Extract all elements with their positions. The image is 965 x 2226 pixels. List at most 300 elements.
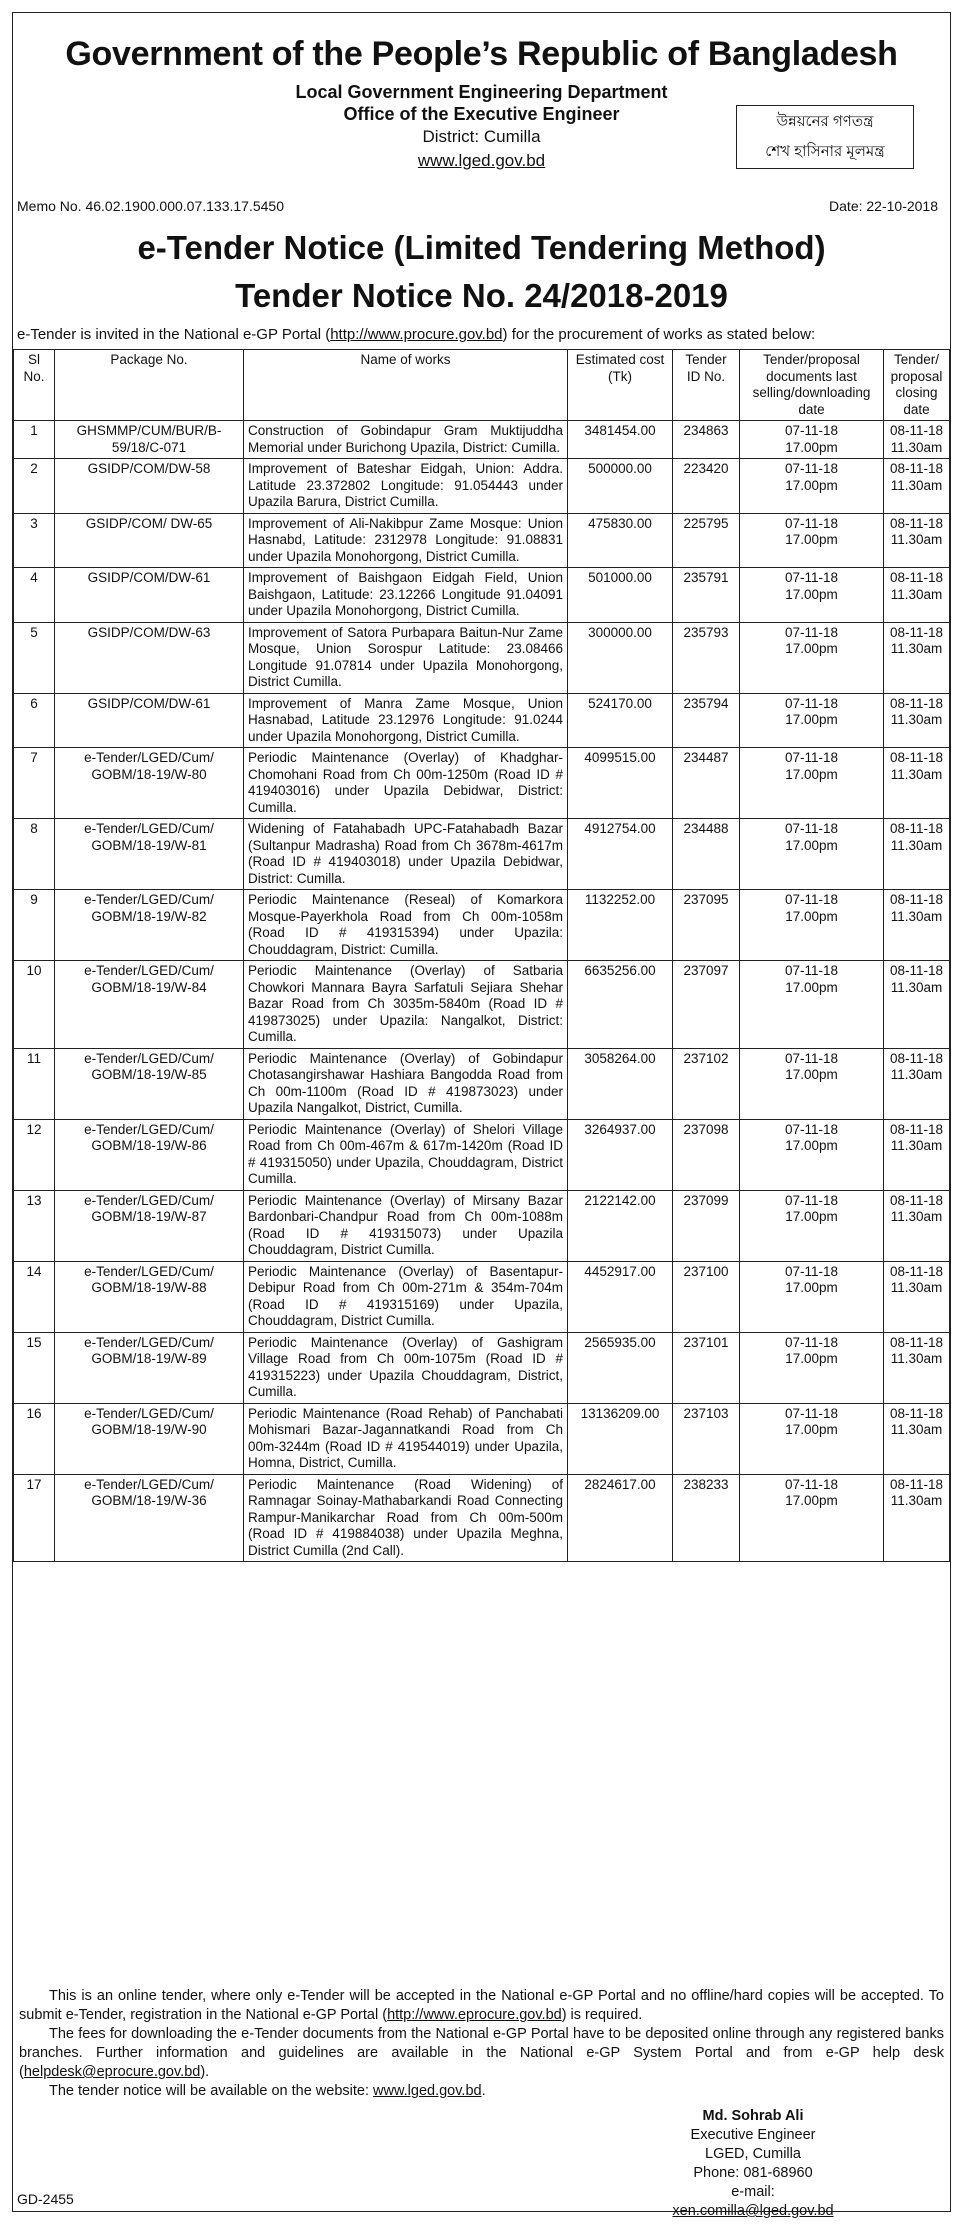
cell-cost (568, 622, 673, 693)
table-row (14, 1474, 950, 1562)
cell-last-date-text: 07-11-18 (784, 624, 839, 640)
cell-last-date (740, 1474, 884, 1562)
cell-package (55, 819, 244, 890)
cell-last-date-text: 17.00pm (785, 1280, 838, 1295)
cell-closing-date-text: 11.30am (890, 1280, 943, 1295)
cell-closing-date-text: 08-11-18 (889, 892, 944, 907)
cell-tender-id (673, 1048, 740, 1119)
cell-works (244, 513, 568, 568)
footer-p1-text: This is an online tender, where only e-Tender will be accepted in the National e-GP Portal and no offline/hard copies will be accepted. To submit e-Tender, registration in the National e-GP Portal ( (19, 1988, 944, 2023)
cell-last-date (740, 1119, 884, 1190)
cell-tender-id-text: 223420 (683, 461, 729, 476)
cell-sl-text: 6 (30, 695, 38, 711)
table-row (14, 622, 950, 693)
cell-closing-date (884, 1261, 950, 1332)
cell-works-text: Improvement of Bateshar Eidgah, Union: Addra. Latitude 23.372802 Longitude: 91.054443 under Upazila Barura, District Cumilla. (248, 461, 563, 509)
cell-works-text: Periodic Maintenance (Overlay) of Mirsany Bazar Bardonbari-Chandpur Road from Ch 00m-1088m (Road ID # 419315073) under Upazila Chouddagram, District Cumilla. (248, 1192, 563, 1257)
cell-package (55, 568, 244, 623)
slogan-line-1: উন্নয়নের গণতন্ত্র (776, 113, 874, 130)
cell-package (55, 459, 244, 514)
cell-closing-date-text: 11.30am (890, 1067, 943, 1082)
cell-last-date-text: 17.00pm (785, 439, 838, 455)
cell-closing-date-text: 08-11-18 (889, 1405, 944, 1421)
cell-tender-id-text: 225795 (683, 515, 729, 531)
cell-works (244, 1474, 568, 1562)
notice-title: e-Tender Notice (Limited Tendering Method) (137, 229, 826, 266)
cell-package-text: e-Tender/LGED/Cum/ GOBM/18-19/W-84 (84, 963, 214, 995)
footer-p2-end: ). (200, 2064, 210, 2080)
cell-last-date-text: 17.00pm (785, 1493, 838, 1508)
invitation-text (17, 326, 815, 343)
cell-cost-text: 300000.00 (588, 624, 652, 640)
cell-closing-date (884, 568, 950, 623)
cell-package (55, 961, 244, 1049)
cell-works (244, 1332, 568, 1403)
cell-sl-text: 9 (30, 892, 38, 907)
cell-sl-text: 7 (30, 750, 38, 765)
cell-works-text: Widening of Fatahabadh UPC-Fatahabadh Bazar (Sultanpur Madrasha) Road from Ch 3678m-4617m (Road ID # 419403018) under Upazila Debidwar, District: Cumilla. (248, 821, 563, 886)
memo-date: Date: 22-10-2018 (829, 198, 938, 214)
cell-closing-date-text: 08-11-18 (889, 1263, 944, 1279)
cell-package-text: e-Tender/LGED/Cum/ GOBM/18-19/W-90 (84, 1405, 214, 1437)
cell-last-date-text: 17.00pm (785, 1138, 838, 1153)
header-cost: Estimated cost (Tk) (568, 350, 673, 421)
cell-closing-date-text: 08-11-18 (889, 750, 944, 765)
footer-p3-text: The tender notice will be available on the website: (49, 2083, 374, 2099)
cell-cost-text: 2122142.00 (584, 1192, 656, 1208)
cell-tender-id-text: 237100 (683, 1263, 729, 1279)
cell-last-date (740, 961, 884, 1049)
cell-package (55, 1048, 244, 1119)
cell-closing-date-text: 11.30am (890, 586, 943, 602)
cell-cost (568, 961, 673, 1049)
cell-closing-date (884, 1048, 950, 1119)
cell-package (55, 1119, 244, 1190)
cell-package-text: e-Tender/LGED/Cum/ GOBM/18-19/W-81 (84, 821, 214, 853)
cell-sl (14, 622, 55, 693)
cell-last-date (740, 1261, 884, 1332)
cell-package (55, 513, 244, 568)
cell-closing-date (884, 513, 950, 568)
cell-tender-id-text: 237101 (683, 1334, 729, 1350)
table-row (14, 1190, 950, 1261)
cell-cost-text: 3481454.00 (584, 423, 656, 438)
cell-works-text: Periodic Maintenance (Overlay) of Khadghar-Chomohani Road from Ch 00m-1250m (Road ID # 419403016) under Upazila Debidwar, District: Cumilla. (248, 750, 563, 815)
cell-cost-text: 4452917.00 (584, 1263, 656, 1279)
cell-last-date (740, 819, 884, 890)
cell-last-date-text: 17.00pm (785, 1067, 838, 1082)
table-row (14, 1119, 950, 1190)
cell-closing-date-text: 11.30am (890, 532, 943, 547)
cell-works (244, 1048, 568, 1119)
header-website-link[interactable]: www.lged.gov.bd (417, 151, 546, 170)
header-closing-date: Tender/ proposal closing date (884, 350, 950, 421)
cell-last-date-text: 07-11-18 (784, 570, 839, 585)
cell-tender-id (673, 622, 740, 693)
cell-package (55, 890, 244, 961)
cell-sl (14, 1474, 55, 1562)
cell-cost-text: 524170.00 (588, 695, 652, 711)
cell-cost (568, 1190, 673, 1261)
cell-package (55, 1403, 244, 1474)
cell-package (55, 1332, 244, 1403)
department-name: Local Government Engineering Department (295, 82, 668, 102)
cell-works-text: Improvement of Ali-Nakibpur Zame Mosque: Union Hasnabd, Latitude: 2312978 Longitude: 91.08831 under Upazila Monohorgong, District Cumilla. (248, 515, 563, 564)
cell-package-text: e-Tender/LGED/Cum/ GOBM/18-19/W-86 (84, 1121, 214, 1153)
footer-paragraph-3 (13, 2082, 950, 2101)
cell-closing-date-text: 11.30am (890, 1351, 943, 1366)
cell-last-date-text: 17.00pm (785, 586, 838, 602)
cell-sl-text: 12 (26, 1121, 42, 1137)
table-row (14, 961, 950, 1049)
cell-last-date-text: 17.00pm (785, 1209, 838, 1224)
cell-last-date-text: 17.00pm (785, 532, 838, 547)
cell-last-date-text: 17.00pm (785, 477, 838, 493)
cell-closing-date-text: 11.30am (890, 837, 943, 853)
cell-works (244, 1261, 568, 1332)
cell-tender-id (673, 1332, 740, 1403)
cell-sl (14, 421, 55, 459)
cell-last-date-text: 17.00pm (785, 712, 838, 727)
cell-closing-date (884, 748, 950, 819)
cell-tender-id-text: 237095 (683, 892, 729, 907)
table-header-row (14, 350, 950, 421)
cell-package-text: e-Tender/LGED/Cum/ GOBM/18-19/W-87 (84, 1192, 214, 1224)
cell-closing-date-text: 08-11-18 (889, 624, 944, 640)
cell-works-text: Periodic Maintenance (Overlay) of Shelori Village Road from Ch 00m-467m & 617m-1420m (Road ID # 419315050) under Upazila, Chouddagram, District Cumilla. (248, 1121, 563, 1186)
invitation-post: ) for the procurement of works as stated below: (502, 326, 816, 343)
cell-tender-id (673, 748, 740, 819)
office-name: Office of the Executive Engineer (343, 104, 620, 124)
cell-package-text: GSIDP/COM/DW-58 (87, 461, 211, 476)
invitation-pre: e-Tender is invited in the National e-GP Portal ( (17, 326, 331, 343)
cell-last-date-text: 07-11-18 (784, 821, 839, 836)
cell-cost-text: 475830.00 (588, 515, 652, 531)
cell-closing-date-text: 11.30am (890, 1209, 943, 1224)
table-row (14, 693, 950, 748)
cell-tender-id (673, 459, 740, 514)
cell-last-date-text: 07-11-18 (784, 1192, 839, 1208)
notice-number: Tender Notice No. 24/2018-2019 (235, 277, 728, 314)
signatory-name: Md. Sohrab Ali (702, 2108, 804, 2124)
signatory-office: LGED, Cumilla (705, 2146, 801, 2162)
cell-works-text: Periodic Maintenance (Overlay) of Gashigram Village Road from Ch 00m-1075m (Road ID # 419315223) under Upazila Chouddagram, District, Cumilla. (248, 1334, 563, 1399)
cell-sl-text: 15 (26, 1334, 42, 1350)
table-row (14, 421, 950, 459)
footer-paragraph-2 (13, 2025, 950, 2082)
cell-tender-id-text: 237098 (683, 1121, 729, 1137)
cell-last-date (740, 622, 884, 693)
cell-tender-id (673, 1119, 740, 1190)
cell-works (244, 568, 568, 623)
cell-closing-date (884, 421, 950, 459)
cell-cost (568, 890, 673, 961)
cell-tender-id-text: 234487 (683, 750, 729, 765)
cell-cost (568, 568, 673, 623)
cell-cost-text: 501000.00 (588, 570, 652, 585)
cell-closing-date-text: 08-11-18 (889, 821, 944, 836)
cell-last-date-text: 07-11-18 (784, 1050, 839, 1066)
cell-works-text: Periodic Maintenance (Road Widening) of Ramnagar Soinay-Mathabarkandi Road Connecting Rampur-Manikarchar Road from Ch 00m-500m (Road ID # 419884038) under Upazila Meghna, District Cumilla (2nd Call). (248, 1476, 563, 1558)
cell-sl (14, 1048, 55, 1119)
footer-notes (13, 1987, 950, 2101)
footer-p3-end: . (481, 2083, 486, 2099)
cell-last-date-text: 07-11-18 (784, 1476, 839, 1492)
cell-package-text: e-Tender/LGED/Cum/ GOBM/18-19/W-89 (84, 1334, 214, 1366)
cell-tender-id-text: 235793 (683, 624, 729, 640)
cell-closing-date (884, 890, 950, 961)
cell-package (55, 1474, 244, 1562)
cell-package (55, 1261, 244, 1332)
cell-tender-id-text: 237097 (683, 963, 729, 978)
cell-sl (14, 1261, 55, 1332)
cell-package-text: e-Tender/LGED/Cum/ GOBM/18-19/W-88 (84, 1263, 214, 1295)
cell-cost (568, 819, 673, 890)
slogan-box (736, 105, 914, 169)
cell-last-date-text: 07-11-18 (784, 1263, 839, 1279)
cell-package (55, 748, 244, 819)
cell-package-text: GSIDP/COM/DW-63 (87, 624, 211, 640)
cell-closing-date-text: 08-11-18 (889, 1050, 944, 1066)
cell-tender-id (673, 693, 740, 748)
cell-last-date (740, 459, 884, 514)
cell-works (244, 622, 568, 693)
cell-package-text: GSIDP/COM/DW-61 (87, 570, 211, 585)
table-row (14, 819, 950, 890)
header-works: Name of works (244, 350, 568, 421)
cell-works (244, 459, 568, 514)
cell-tender-id (673, 1474, 740, 1562)
cell-works (244, 1190, 568, 1261)
cell-sl-text: 8 (30, 821, 38, 836)
cell-sl-text: 16 (26, 1405, 42, 1421)
cell-last-date-text: 07-11-18 (784, 1121, 839, 1137)
cell-tender-id-text: 237102 (683, 1050, 729, 1066)
cell-works (244, 961, 568, 1049)
cell-tender-id (673, 1261, 740, 1332)
cell-tender-id-text: 238233 (683, 1476, 729, 1492)
signatory-phone: Phone: 081-68960 (693, 2165, 813, 2181)
cell-closing-date-text: 08-11-18 (889, 423, 944, 438)
cell-cost-text: 2565935.00 (584, 1334, 656, 1350)
cell-works (244, 1119, 568, 1190)
cell-tender-id (673, 1190, 740, 1261)
lged-website-link[interactable]: www.lged.gov.bd (373, 2083, 482, 2099)
cell-last-date (740, 513, 884, 568)
cell-works-text: Improvement of Baishgaon Eidgah Field, Union Baishgaon, Latitude: 23.12266 Longitude 91.04091 under Upazila Monohorgong, District Cumilla. (248, 570, 563, 618)
cell-closing-date-text: 08-11-18 (889, 963, 944, 978)
cell-tender-id (673, 961, 740, 1049)
table-body (14, 421, 950, 1562)
cell-last-date-text: 17.00pm (785, 641, 838, 656)
cell-package (55, 1190, 244, 1261)
cell-cost (568, 1261, 673, 1332)
cell-sl (14, 1119, 55, 1190)
cell-cost (568, 459, 673, 514)
cell-closing-date (884, 1474, 950, 1562)
cell-tender-id (673, 568, 740, 623)
cell-sl-text: 4 (30, 570, 38, 585)
cell-cost-text: 13136209.00 (580, 1405, 660, 1421)
cell-sl-text: 14 (26, 1263, 42, 1279)
cell-closing-date (884, 693, 950, 748)
cell-sl-text: 17 (26, 1476, 42, 1492)
cell-closing-date (884, 1332, 950, 1403)
tender-table (13, 349, 950, 1562)
cell-sl (14, 693, 55, 748)
cell-sl (14, 1190, 55, 1261)
cell-works-text: Periodic Maintenance (Road Rehab) of Panchabati Mohismari Bazar-Jagannatkandi Road from Ch 00m-3244m (Road ID # 419544019) under Upazila, Homna, District, Cumilla. (248, 1405, 563, 1470)
header-package: Package No. (55, 350, 244, 421)
signature-block (653, 2107, 853, 2221)
cell-closing-date-text: 11.30am (890, 1493, 943, 1508)
cell-tender-id (673, 819, 740, 890)
cell-sl (14, 890, 55, 961)
cell-cost (568, 748, 673, 819)
cell-cost-text: 1132252.00 (584, 892, 656, 907)
cell-last-date (740, 890, 884, 961)
cell-cost (568, 1403, 673, 1474)
memo-number: Memo No. 46.02.1900.000.07.133.17.5450 (17, 198, 284, 214)
header-tender-id: Tender ID No. (673, 350, 740, 421)
cell-closing-date-text: 11.30am (890, 641, 943, 656)
cell-sl (14, 819, 55, 890)
cell-tender-id-text: 234863 (683, 423, 729, 438)
cell-package (55, 421, 244, 459)
cell-closing-date-text: 08-11-18 (889, 1476, 944, 1492)
email-link[interactable]: xen.comilla@lged.gov.bd (672, 2203, 834, 2219)
cell-works-text: Periodic Maintenance (Overlay) of Gobindapur Chotasangirshawar Hashiara Bangodda Road from Ch 00m-1100m (Road ID # 419873023) under Upazila Nangalkot, District, Cumilla. (248, 1050, 563, 1115)
cell-works (244, 693, 568, 748)
cell-works-text: Periodic Maintenance (Overlay) of Basentapur-Debipur Road from Ch 00m-271m & 354m-704m (Road ID # 419315169) under Upazila, Chouddagram, District Cumilla. (248, 1263, 563, 1328)
cell-cost-text: 500000.00 (588, 461, 652, 476)
cell-closing-date (884, 819, 950, 890)
cell-package-text: GSIDP/COM/ DW-65 (85, 515, 213, 531)
cell-package (55, 693, 244, 748)
cell-package-text: e-Tender/LGED/Cum/ GOBM/18-19/W-82 (84, 892, 214, 924)
cell-cost-text: 3058264.00 (584, 1050, 656, 1066)
procure-portal-link[interactable]: http://www.procure.gov.bd (330, 326, 503, 343)
table-row (14, 1048, 950, 1119)
cell-sl-text: 5 (30, 624, 38, 640)
cell-sl (14, 513, 55, 568)
cell-cost (568, 1119, 673, 1190)
table-row (14, 1403, 950, 1474)
signatory-designation: Executive Engineer (690, 2127, 816, 2143)
table-row (14, 459, 950, 514)
cell-works (244, 1403, 568, 1474)
cell-sl-text: 13 (26, 1192, 42, 1208)
cell-closing-date (884, 1119, 950, 1190)
cell-sl (14, 748, 55, 819)
cell-works (244, 748, 568, 819)
cell-tender-id-text: 235794 (683, 695, 729, 711)
table-row (14, 890, 950, 961)
cell-tender-id-text: 237099 (683, 1192, 729, 1208)
cell-sl-text: 10 (26, 963, 42, 978)
footer-p2-text: The fees for downloading the e-Tender documents from the National e-GP Portal have to be deposited online through any registered banks branches. Further information and guidelines are available in the National e-GP System Portal and from e-GP help desk ( (19, 2026, 944, 2080)
cell-cost (568, 421, 673, 459)
cell-cost-text: 2824617.00 (584, 1476, 656, 1492)
district-name: District: Cumilla (422, 127, 541, 146)
helpdesk-email-link[interactable]: helpdesk@eprocure.gov.bd (23, 2064, 201, 2080)
cell-last-date-text: 07-11-18 (784, 515, 839, 531)
cell-closing-date-text: 11.30am (890, 979, 943, 995)
table-row (14, 748, 950, 819)
cell-closing-date-text: 08-11-18 (889, 570, 944, 585)
cell-closing-date-text: 08-11-18 (889, 461, 944, 476)
cell-tender-id (673, 1403, 740, 1474)
cell-tender-id (673, 513, 740, 568)
cell-package-text: e-Tender/LGED/Cum/ GOBM/18-19/W-36 (84, 1476, 214, 1508)
cell-last-date-text: 17.00pm (785, 1422, 838, 1437)
cell-cost (568, 1048, 673, 1119)
cell-last-date-text: 07-11-18 (784, 750, 839, 765)
cell-closing-date-text: 11.30am (890, 1138, 943, 1153)
email-label: e-mail: (731, 2184, 775, 2200)
cell-closing-date-text: 08-11-18 (889, 515, 944, 531)
table-row (14, 568, 950, 623)
cell-last-date-text: 17.00pm (785, 908, 838, 924)
cell-last-date-text: 07-11-18 (784, 695, 839, 711)
cell-last-date-text: 07-11-18 (784, 892, 839, 907)
cell-closing-date-text: 08-11-18 (889, 1334, 944, 1350)
cell-cost-text: 4912754.00 (584, 821, 656, 836)
cell-closing-date (884, 1403, 950, 1474)
cell-sl-text: 11 (26, 1050, 41, 1066)
cell-sl-text: 2 (30, 461, 38, 476)
cell-last-date-text: 17.00pm (785, 766, 838, 782)
cell-tender-id-text: 237103 (683, 1405, 729, 1421)
cell-cost (568, 1332, 673, 1403)
cell-last-date-text: 07-11-18 (784, 1334, 839, 1350)
cell-works-text: Periodic Maintenance (Reseal) of Komarkora Mosque-Payerkhola Road from Ch 00m-1058m (Road ID # 419315394) under Upazila: Chouddagram, District: Cumilla. (248, 892, 563, 957)
table-row (14, 513, 950, 568)
cell-sl (14, 568, 55, 623)
cell-package-text: e-Tender/LGED/Cum/ GOBM/18-19/W-80 (84, 750, 214, 782)
cell-closing-date-text: 11.30am (890, 1422, 943, 1437)
cell-closing-date-text: 11.30am (890, 766, 943, 782)
cell-sl (14, 961, 55, 1049)
cell-sl-text: 3 (30, 515, 38, 531)
cell-last-date (740, 748, 884, 819)
cell-cost-text: 4099515.00 (584, 750, 656, 765)
cell-tender-id (673, 890, 740, 961)
cell-last-date-text: 17.00pm (785, 1351, 838, 1366)
eprocure-link[interactable]: http://www.eprocure.gov.bd (387, 2007, 562, 2023)
cell-last-date-text: 17.00pm (785, 979, 838, 995)
government-title: Government of the People’s Republic of Bangladesh (65, 35, 898, 73)
cell-closing-date-text: 11.30am (890, 712, 943, 727)
cell-cost (568, 693, 673, 748)
cell-closing-date-text: 11.30am (890, 439, 943, 455)
cell-sl (14, 459, 55, 514)
cell-last-date (740, 693, 884, 748)
cell-closing-date (884, 459, 950, 514)
header-last-date: Tender/proposal documents last selling/downloading date (740, 350, 884, 421)
cell-works-text: Improvement of Satora Purbapara Baitun-Nur Zame Mosque, Union Sorospur Latitude: 23.08466 Longitude 91.07814 under Upazila Monohorgong, District Cumilla. (248, 624, 563, 689)
slogan-line-2: শেখ হাসিনার মূলমন্ত্র (765, 143, 885, 160)
cell-closing-date-text: 11.30am (890, 908, 943, 924)
cell-last-date (740, 568, 884, 623)
cell-last-date (740, 1048, 884, 1119)
cell-last-date-text: 07-11-18 (784, 423, 839, 438)
cell-package-text: GSIDP/COM/DW-61 (87, 695, 211, 711)
cell-package-text: e-Tender/LGED/Cum/ GOBM/18-19/W-85 (84, 1050, 214, 1082)
cell-tender-id (673, 421, 740, 459)
footer-paragraph-1 (13, 1987, 950, 2025)
cell-works-text: Construction of Gobindapur Gram Muktijuddha Memorial under Burichong Upazila, District: Cumilla. (248, 423, 563, 455)
